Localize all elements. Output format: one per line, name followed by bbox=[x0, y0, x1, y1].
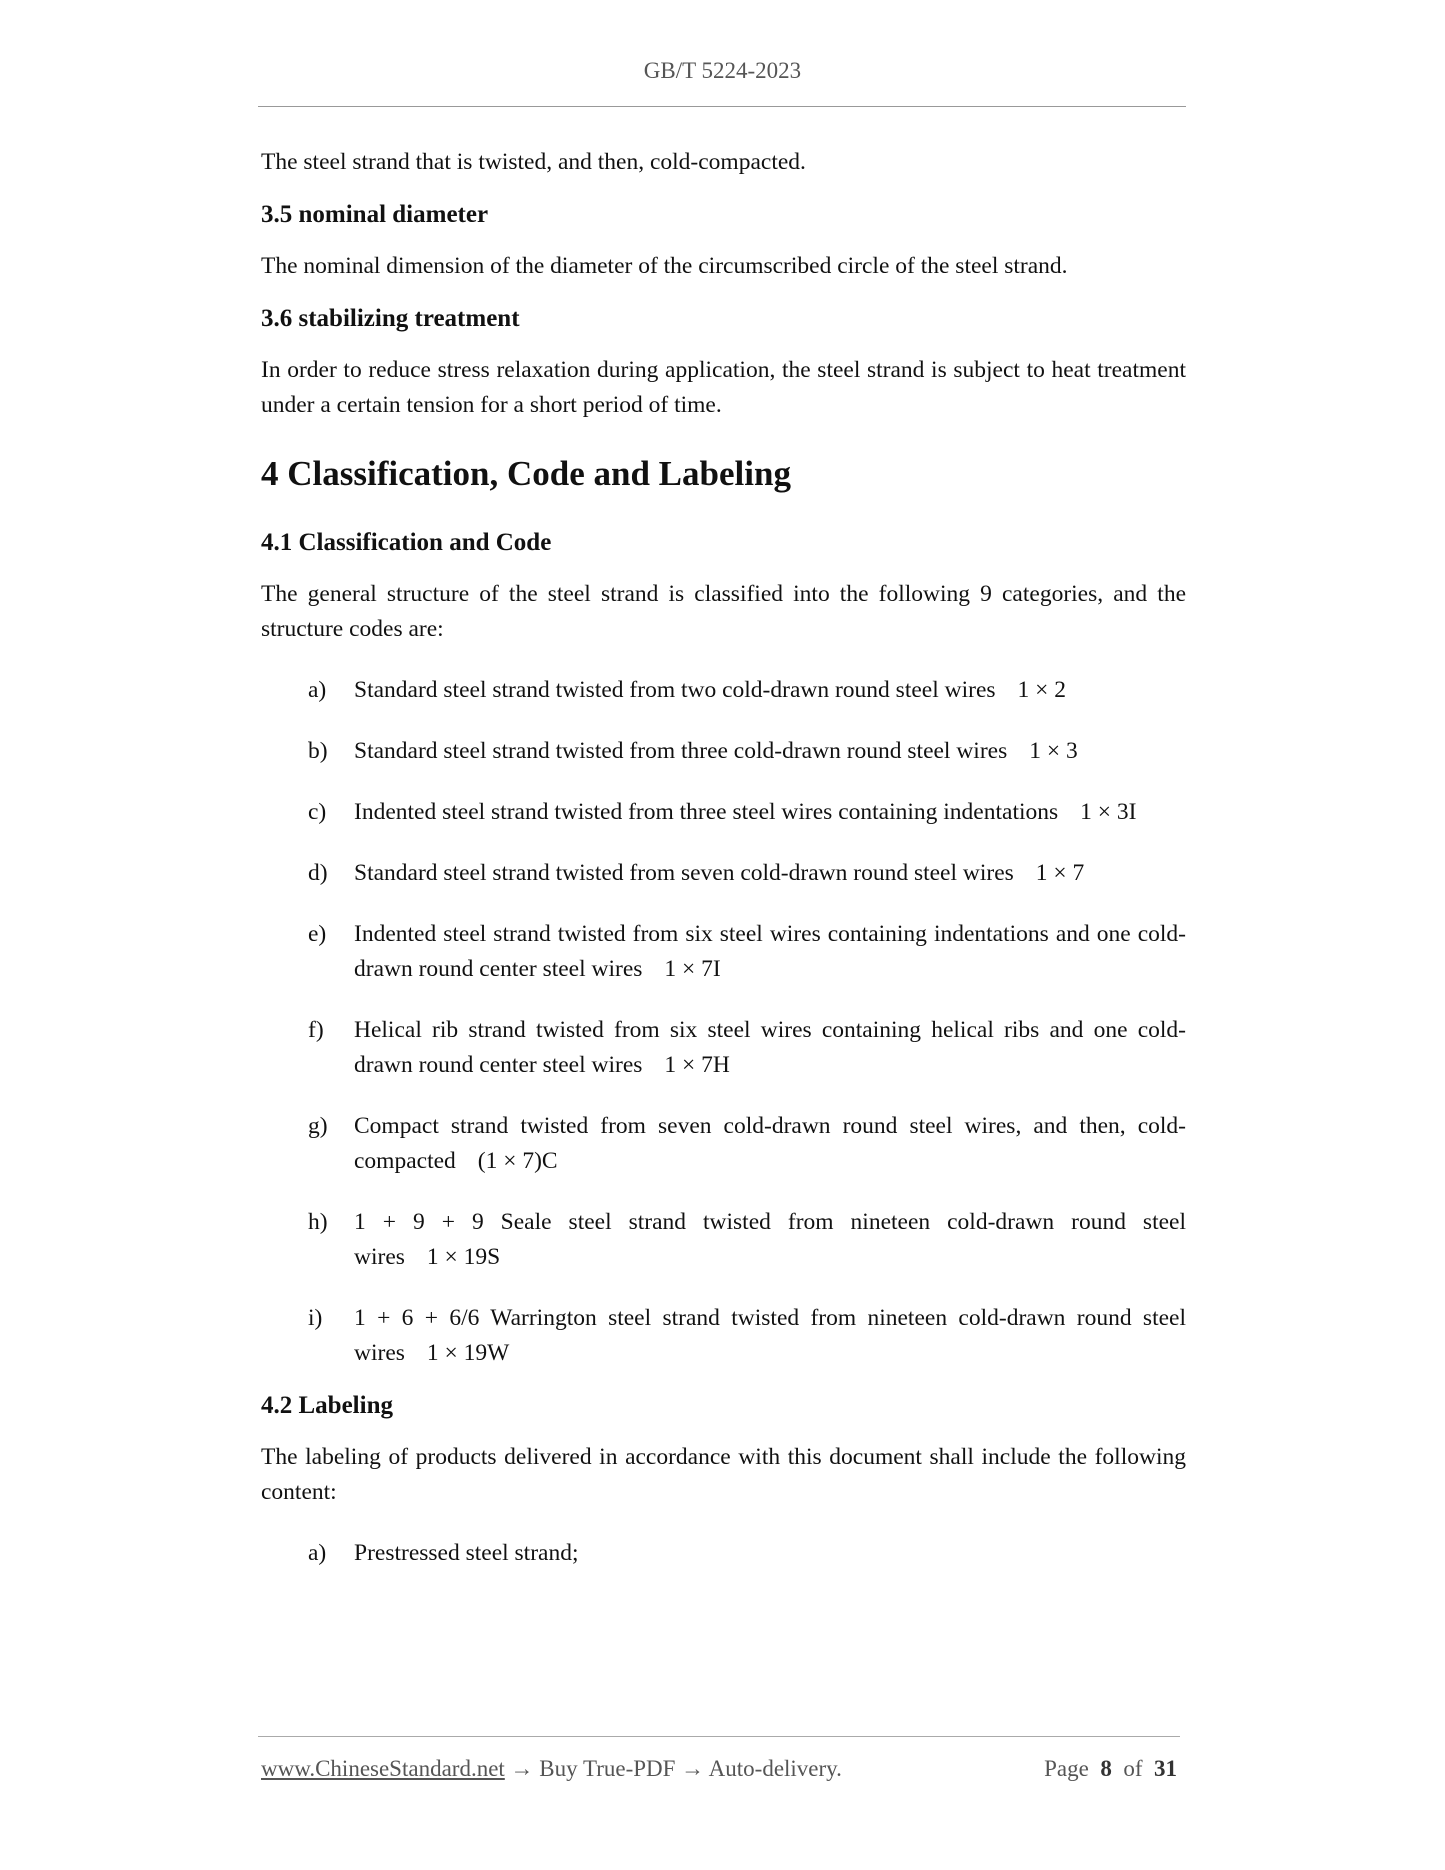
header-divider bbox=[258, 106, 1186, 107]
list-marker: g) bbox=[308, 1113, 328, 1139]
list-item-text: Helical rib strand twisted from six steel wires containing helical ribs and one cold-drawn round center steel wires bbox=[354, 1017, 1186, 1078]
list-marker: d) bbox=[308, 860, 328, 886]
list-marker: h) bbox=[308, 1209, 328, 1235]
structure-code: 1 × 19W bbox=[426, 1340, 510, 1366]
list-item bbox=[261, 1013, 1186, 1083]
structure-code: 1 × 3 bbox=[1029, 738, 1078, 764]
list-item-text: Compact strand twisted from seven cold-drawn round steel wires, and then, cold-compacted bbox=[354, 1113, 1186, 1174]
document-body bbox=[261, 145, 1186, 1571]
list-item-text: 1 + 9 + 9 Seale steel strand twisted from nineteen cold-drawn round steel wires bbox=[354, 1209, 1186, 1270]
list-item bbox=[261, 1536, 1186, 1571]
list-marker: f) bbox=[308, 1017, 324, 1043]
list-marker: a) bbox=[308, 1540, 327, 1566]
list-marker: e) bbox=[308, 921, 327, 947]
page-indicator bbox=[1044, 1756, 1177, 1782]
structure-code: 1 × 19S bbox=[426, 1244, 501, 1270]
list-item bbox=[261, 917, 1186, 987]
section-4-1-text: The general structure of the steel strand is classified into the following 9 categories, and the structure codes are: bbox=[261, 581, 1186, 642]
list-marker: c) bbox=[308, 799, 327, 825]
website-link[interactable]: www.ChineseStandard.net bbox=[261, 1756, 505, 1781]
total-pages: 31 bbox=[1154, 1756, 1177, 1781]
list-item bbox=[261, 1205, 1186, 1275]
structure-code: 1 × 7I bbox=[664, 956, 721, 982]
list-item-text: Standard steel strand twisted from seven cold-drawn round steel wires bbox=[354, 860, 1014, 886]
structure-code: 1 × 7H bbox=[664, 1052, 730, 1078]
list-marker: i) bbox=[308, 1305, 323, 1331]
list-item bbox=[261, 856, 1186, 891]
page-label: Page bbox=[1044, 1756, 1089, 1781]
list-item-text: 1 + 6 + 6/6 Warrington steel strand twisted from nineteen cold-drawn round steel wires bbox=[354, 1305, 1186, 1366]
list-item bbox=[261, 673, 1186, 708]
section-3-5-text: The nominal dimension of the diameter of the circumscribed circle of the steel strand. bbox=[261, 253, 1068, 279]
footer-divider bbox=[258, 1736, 1180, 1737]
section-3-5-heading: 3.5 nominal diameter bbox=[261, 201, 489, 228]
section-4-1-heading: 4.1 Classification and Code bbox=[261, 529, 552, 556]
current-page-number: 8 bbox=[1100, 1756, 1112, 1781]
labeling-list bbox=[261, 1536, 1186, 1571]
list-marker: b) bbox=[308, 738, 328, 764]
list-item-text: Standard steel strand twisted from two cold-drawn round steel wires bbox=[354, 677, 996, 703]
list-item bbox=[261, 1301, 1186, 1371]
footer-tagline: → Buy True-PDF → Auto-delivery. bbox=[504, 1756, 842, 1781]
list-item-text: Prestressed steel strand; bbox=[354, 1540, 579, 1566]
classification-list bbox=[261, 673, 1186, 1371]
intro-paragraph: The steel strand that is twisted, and then, cold-compacted. bbox=[261, 149, 806, 175]
section-4-heading: 4 Classification, Code and Labeling bbox=[261, 454, 791, 493]
list-marker: a) bbox=[308, 677, 327, 703]
structure-code: (1 × 7)C bbox=[477, 1148, 558, 1174]
section-3-6-heading: 3.6 stabilizing treatment bbox=[261, 305, 520, 332]
page-header-title: GB/T 5224-2023 bbox=[643, 58, 802, 83]
list-item-text: Standard steel strand twisted from three cold-drawn round steel wires bbox=[354, 738, 1008, 764]
list-item-text: Indented steel strand twisted from three steel wires containing indentations bbox=[354, 799, 1059, 825]
section-4-2-text: The labeling of products delivered in accordance with this document shall include the following content: bbox=[261, 1444, 1186, 1505]
list-item bbox=[261, 734, 1186, 769]
list-item-text: Indented steel strand twisted from six steel wires containing indentations and one cold-drawn round center steel wires bbox=[354, 921, 1186, 982]
list-item bbox=[261, 795, 1186, 830]
structure-code: 1 × 7 bbox=[1035, 860, 1085, 886]
section-4-2-heading: 4.2 Labeling bbox=[261, 1392, 393, 1419]
structure-code: 1 × 2 bbox=[1017, 677, 1067, 703]
footer-promo bbox=[261, 1756, 842, 1782]
structure-code: 1 × 3I bbox=[1080, 799, 1137, 825]
of-label: of bbox=[1123, 1756, 1143, 1781]
list-item bbox=[261, 1109, 1186, 1179]
section-3-6-text: In order to reduce stress relaxation during application, the steel strand is subject to heat treatment under a certain tension for a short period of time. bbox=[261, 357, 1186, 418]
